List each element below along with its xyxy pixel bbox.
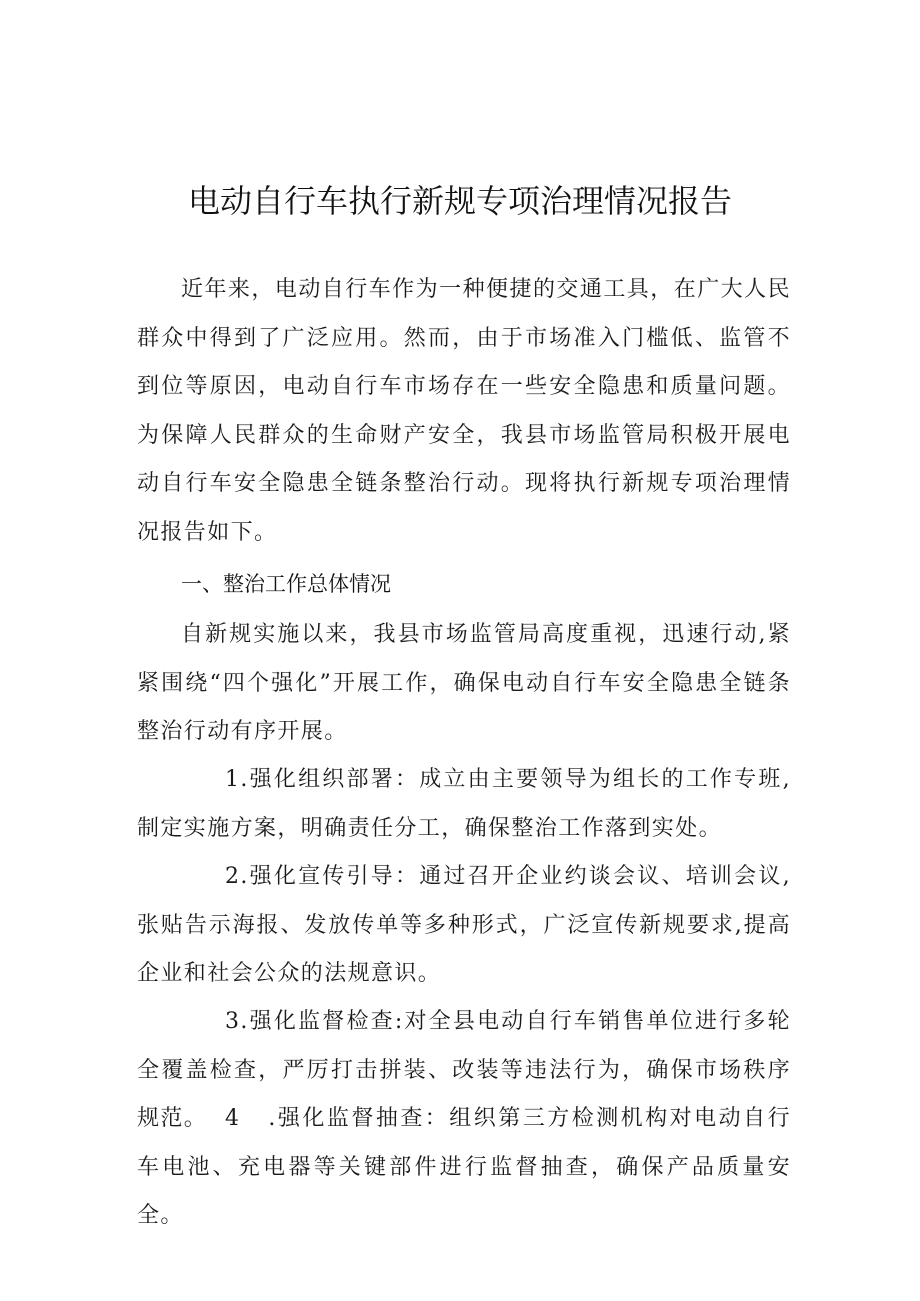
list-item-number: 1	[225, 767, 241, 792]
list-item-1	[137, 756, 791, 853]
list-item-text: .强化组织部署：成立由主要领导为组长的工作专班,制定实施方案，明确责任分工，确保整治工作落到实处。	[137, 767, 791, 841]
document-title: 电动自行车执行新规专项治理情况报告	[187, 182, 732, 220]
intro-paragraph: 近年来，电动自行车作为一种便捷的交通工具，在广大人民群众中得到了广泛应用。然而，由于市场准入门槛低、监管不到位等原因，电动自行车市场存在一些安全隐患和质量问题。为保障人民群众的生命财产安全，我县市场监管局积极开展电动自行车安全隐患全链条整治行动。现将执行新规专项治理情况报告如下。	[137, 277, 791, 545]
list-item-text: .强化监督检查:对全县电动自行车销售单位进行多轮全覆盖检查，严厉打击拼装、改装等违法行为，确保市场秩序规范。	[137, 1009, 791, 1131]
section-heading: 一、整治工作总体情况	[181, 572, 391, 596]
list-item-text: .强化宣传引导：通过召开企业约谈会议、培训会议,张贴告示海报、发放传单等多种形式，广泛宣传新规要求,提高企业和社会公众的法规意识。	[137, 864, 791, 986]
list-item-number: 4	[225, 1106, 241, 1131]
list-item-text: .强化监督抽查：组织第三方检测机构对电动自行车电池、充电器等关键部件进行监督抽查，确保产品质量安全。	[137, 1106, 791, 1228]
section-intro-paragraph: 自新规实施以来，我县市场监管局高度重视，迅速行动,紧紧围绕“四个强化”开展工作，确保电动自行车安全隐患全链条整治行动有序开展。	[137, 622, 791, 744]
list-item-number: 3	[225, 1009, 241, 1034]
list-item-2	[137, 853, 791, 999]
list-item-4	[137, 1095, 791, 1241]
list-item-number: 2	[225, 864, 241, 889]
